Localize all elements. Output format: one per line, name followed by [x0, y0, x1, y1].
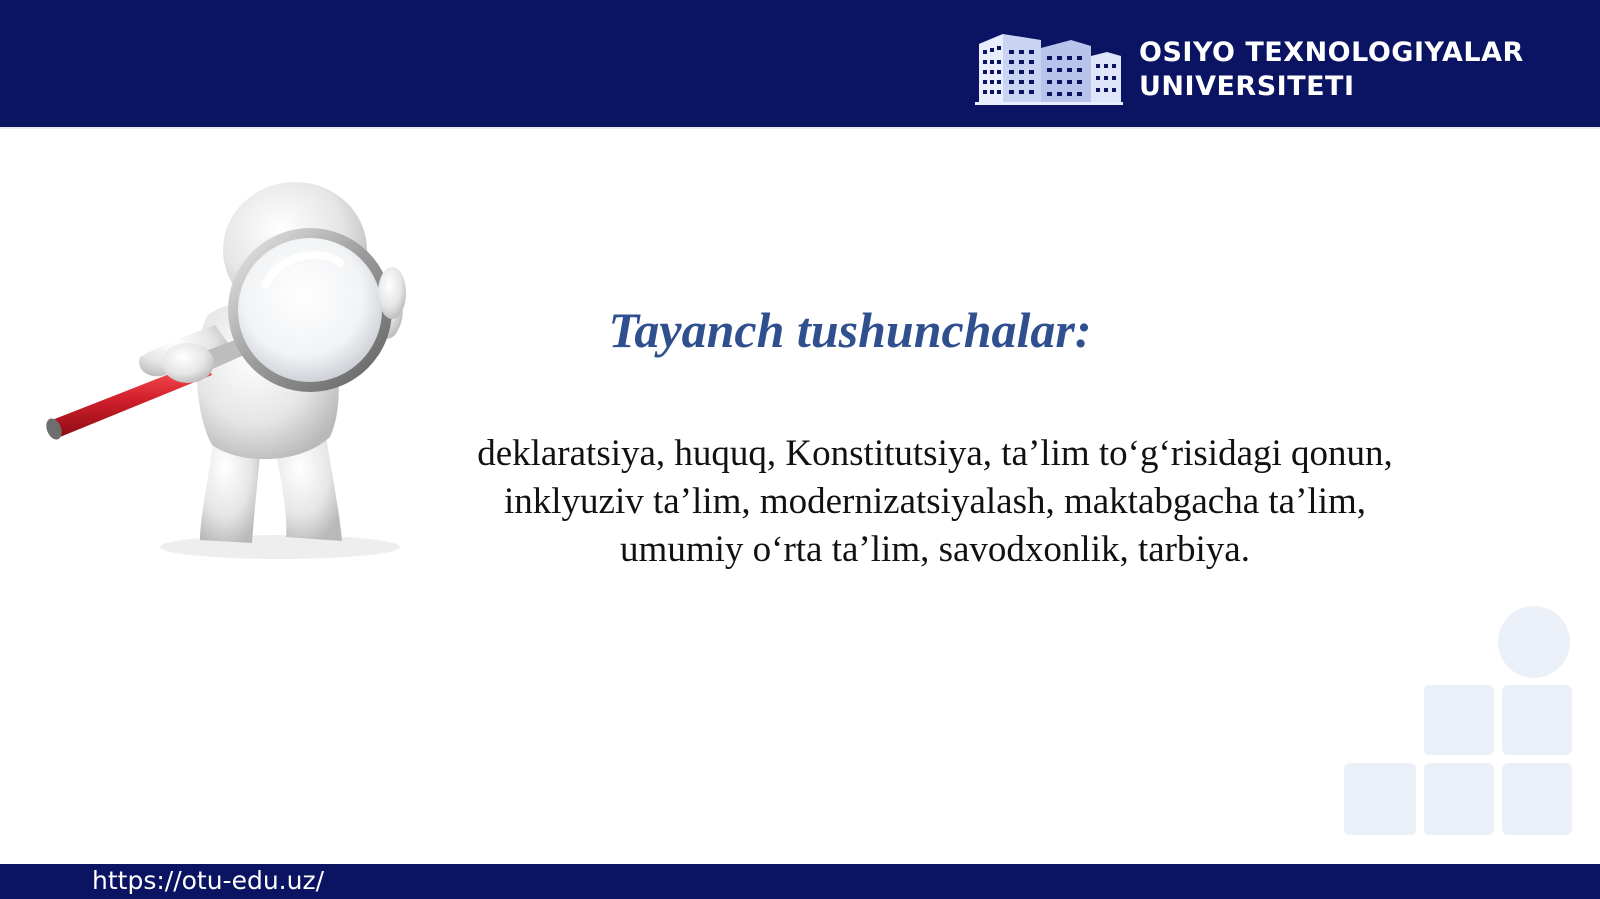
key-terms-line2: inklyuziv ta’lim, modernizatsiyalash, maktabgacha ta’lim, — [503, 481, 1367, 522]
footer-bar — [0, 864, 1600, 899]
key-terms — [420, 430, 1450, 574]
university-name-line1: OSIYO TEXNOLOGIYALAR — [1139, 37, 1524, 68]
slide-title: Tayanch tushunchalar: — [608, 302, 1092, 358]
header-bar — [0, 0, 1600, 129]
university-name-line2: UNIVERSITETI — [1139, 71, 1355, 102]
website-link[interactable]: https://otu-edu.uz/ — [92, 866, 325, 895]
watermark-logo-icon — [1338, 605, 1574, 840]
university-building-icon — [975, 30, 1123, 106]
university-name — [1139, 36, 1524, 104]
key-terms-line3: umumiy o‘rta ta’lim, savodxonlik, tarbiya. — [620, 529, 1250, 570]
key-terms-line1: deklaratsiya, huquq, Konstitutsiya, ta’lim to‘g‘risidagi qonun, — [477, 433, 1393, 474]
person-with-magnifying-glass-icon — [40, 175, 440, 570]
